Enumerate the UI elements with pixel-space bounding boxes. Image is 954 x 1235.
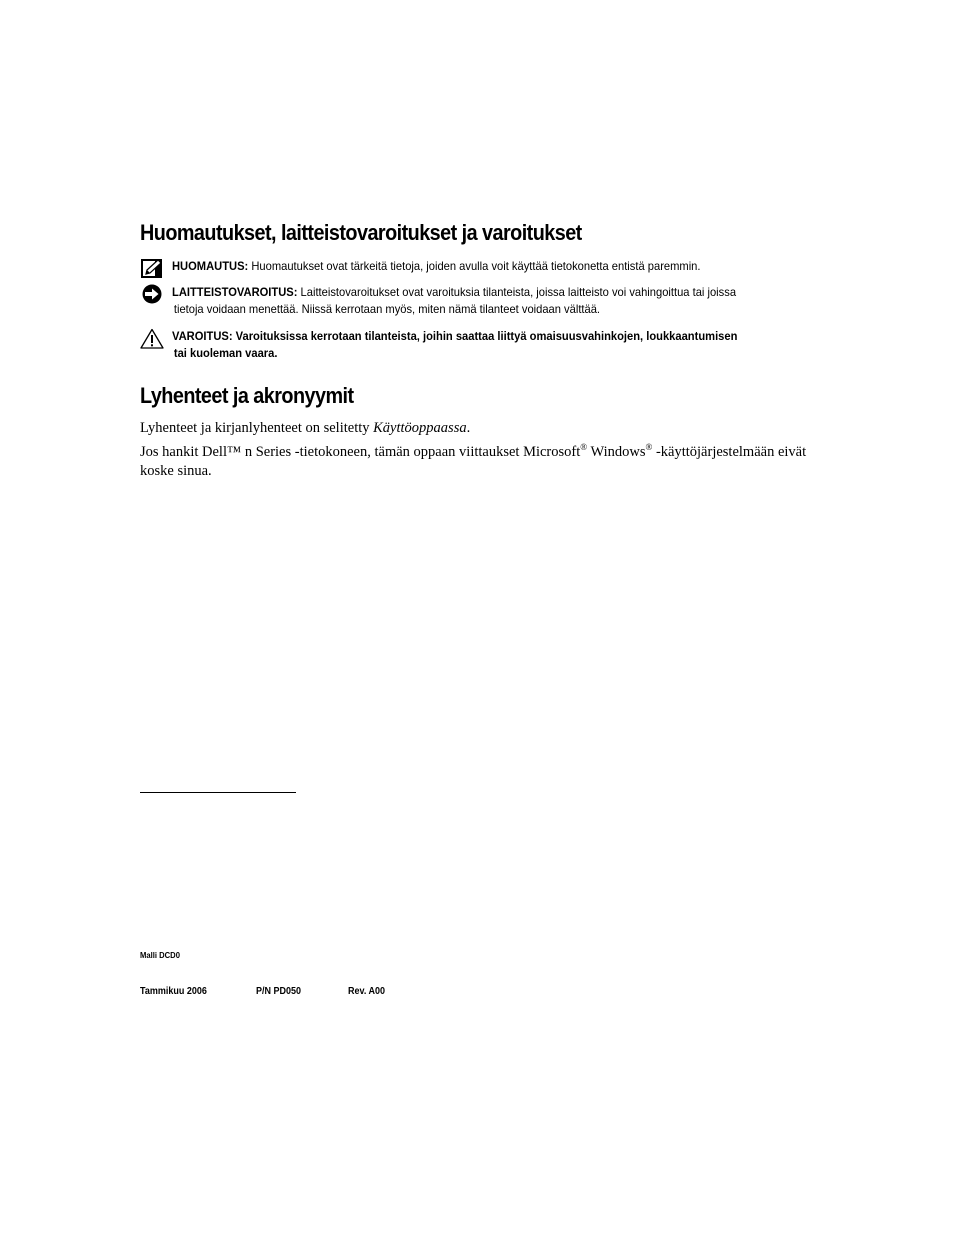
n-series-paragraph bbox=[140, 443, 840, 481]
registered-mark-2: ® bbox=[645, 442, 653, 453]
para2-part3: -käyttöjärjestelmään eivät koske sinua. bbox=[140, 444, 807, 479]
notice-line2: tietoja voidaan menettää. Niissä kerrotaan myös, miten nämä tilanteet voidaan välttää. bbox=[173, 302, 601, 316]
registered-mark-1: ® bbox=[580, 442, 588, 453]
notice-line1: Laitteistovaroitukset ovat varoituksia tilanteista, joissa laitteisto voi vahingoittua tai joissa bbox=[300, 285, 737, 299]
para1-text: Lyhenteet ja kirjanlyhenteet on selitetty bbox=[140, 420, 374, 436]
para2-part2: Windows bbox=[587, 444, 646, 460]
part-number: P/N PD050 bbox=[256, 986, 302, 997]
caution-label: VAROITUS: bbox=[172, 329, 233, 343]
para2-part1: Jos hankit Dell™ n Series -tietokoneen, tämän oppaan viittaukset Microsoft bbox=[140, 444, 581, 460]
pencil-note-icon bbox=[140, 258, 164, 280]
note-text: Huomautukset ovat tärkeitä tietoja, joiden avulla voit käyttää tietokonetta entistä paremmin. bbox=[251, 259, 701, 273]
abbreviations-paragraph bbox=[140, 419, 840, 438]
para1-guide-title: Käyttöoppaassa bbox=[373, 420, 467, 436]
abbreviations-heading: Lyhenteet ja akronyymit bbox=[140, 383, 354, 408]
note-label: HUOMAUTUS: bbox=[172, 259, 249, 273]
caution-line2: tai kuoleman vaara. bbox=[173, 346, 278, 360]
footnote-divider bbox=[140, 792, 296, 793]
arrow-circle-icon bbox=[140, 284, 164, 306]
notice-label: LAITTEISTOVAROITUS: bbox=[172, 285, 298, 299]
caution-line1: Varoituksissa kerrotaan tilanteista, joihin saattaa liittyä omaisuusvahinkojen, loukkaantumisen bbox=[235, 329, 738, 343]
revision: Rev. A00 bbox=[348, 986, 386, 997]
para1-end: . bbox=[466, 420, 471, 436]
warning-triangle-icon bbox=[140, 328, 164, 350]
model-number: Malli DCD0 bbox=[140, 950, 180, 960]
notes-heading: Huomautukset, laitteistovaroitukset ja varoitukset bbox=[140, 220, 582, 245]
publication-date: Tammikuu 2006 bbox=[140, 986, 207, 997]
